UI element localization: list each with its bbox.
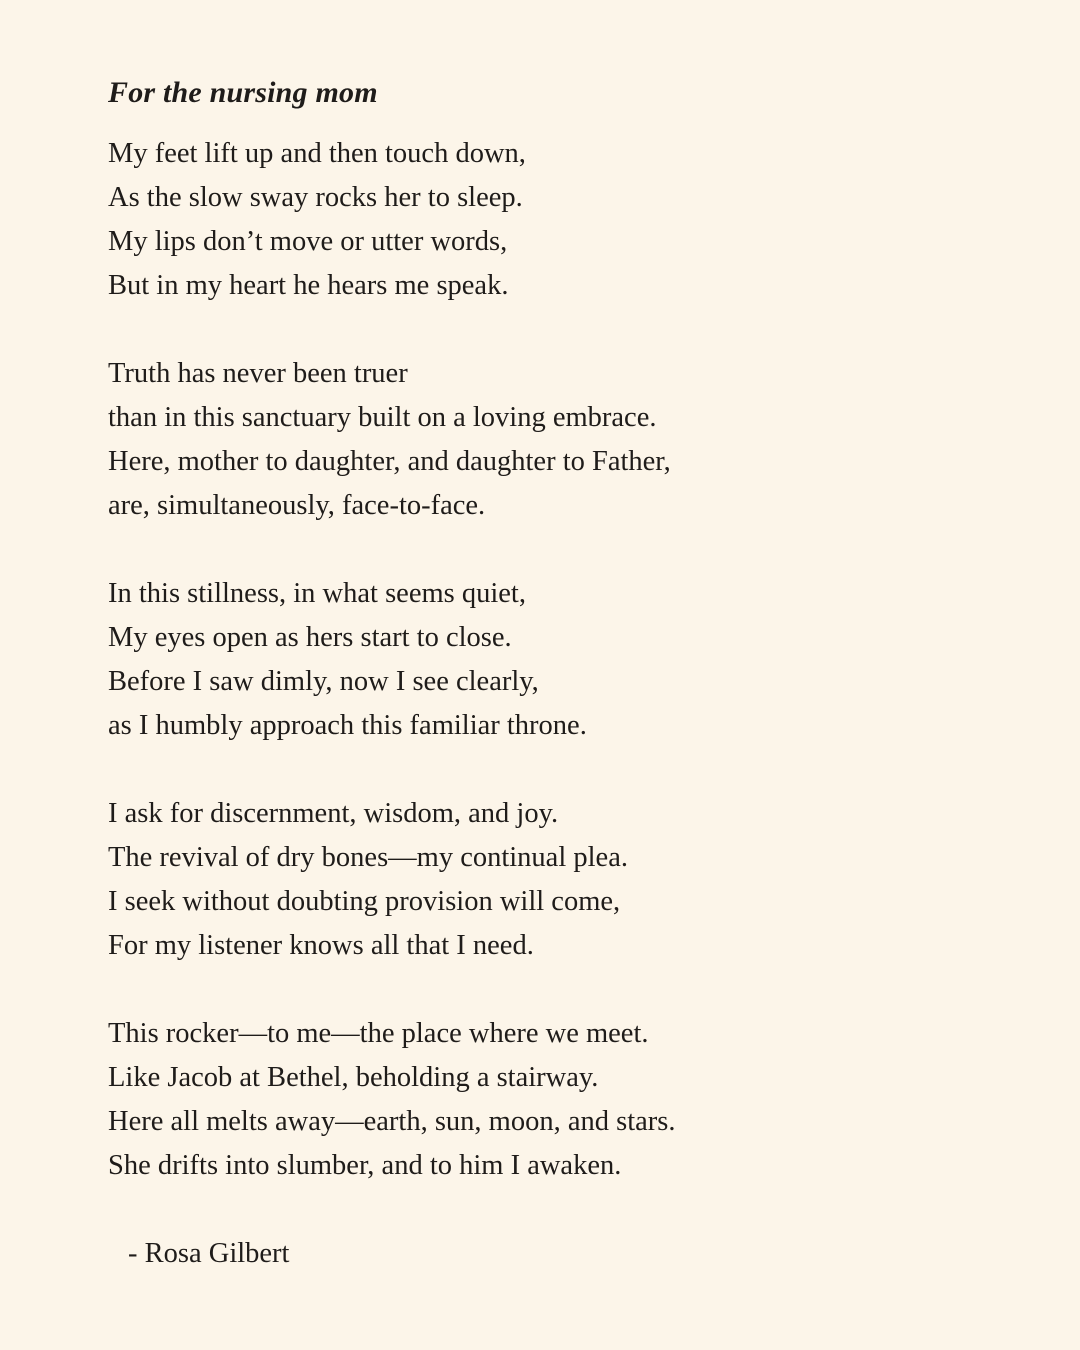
- poem-line: than in this sanctuary built on a loving embrace.: [108, 402, 657, 433]
- poem-line: For my listener knows all that I need.: [108, 930, 534, 961]
- stanza-1: [108, 132, 1008, 308]
- stanza-2: [108, 352, 1008, 528]
- poem-line: Here, mother to daughter, and daughter to Father,: [108, 446, 671, 477]
- poem-line: I seek without doubting provision will come,: [108, 886, 621, 917]
- poem-line: The revival of dry bones—my continual plea.: [108, 842, 628, 873]
- poem-line: My lips don’t move or utter words,: [108, 226, 508, 257]
- poem-line: In this stillness, in what seems quiet,: [108, 578, 526, 609]
- poem-line: Truth has never been truer: [108, 358, 408, 389]
- poem-line: But in my heart he hears me speak.: [108, 270, 509, 301]
- poem-line: This rocker—to me—the place where we meet.: [108, 1018, 649, 1049]
- stanza-4: [108, 792, 1008, 968]
- poem-line: Like Jacob at Bethel, beholding a stairway.: [108, 1062, 599, 1093]
- poem-line: Before I saw dimly, now I see clearly,: [108, 666, 539, 697]
- poem-line: She drifts into slumber, and to him I awaken.: [108, 1150, 622, 1181]
- poem-line: My eyes open as hers start to close.: [108, 622, 512, 653]
- poem-line: As the slow sway rocks her to sleep.: [108, 182, 523, 213]
- poem-page: [108, 66, 1008, 1276]
- poem-line: My feet lift up and then touch down,: [108, 138, 526, 169]
- poem-line: I ask for discernment, wisdom, and joy.: [108, 798, 559, 829]
- poem-line: Here all melts away—earth, sun, moon, and stars.: [108, 1106, 676, 1137]
- poem-line: are, simultaneously, face-to-face.: [108, 490, 486, 521]
- stanza-5: [108, 1012, 1008, 1188]
- stanza-3: [108, 572, 1008, 748]
- author-signature: - Rosa Gilbert: [128, 1238, 290, 1269]
- poem-title: For the nursing mom: [108, 76, 378, 109]
- poem-line: as I humbly approach this familiar throne.: [108, 710, 587, 741]
